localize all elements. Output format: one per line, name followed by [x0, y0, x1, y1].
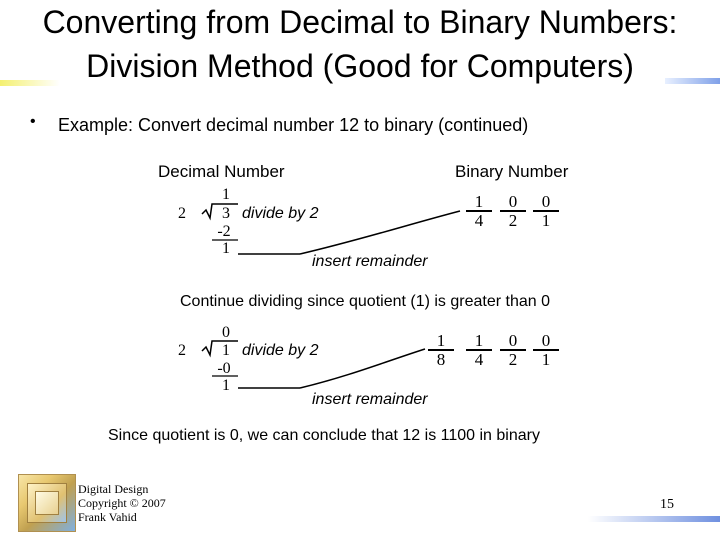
step1-binary-digit-2: $\frac{0}{1}$ — [533, 193, 559, 229]
step2-dividend: 1 — [222, 342, 230, 359]
insert-remainder-curve-1 — [300, 211, 460, 254]
step2-binary-digit-2: $\frac{0}{2}$ — [500, 332, 526, 368]
step1-insert-label: insert remainder — [312, 253, 428, 270]
bullet-text: Example: Convert decimal number 12 to binary (continued) — [58, 115, 529, 135]
continue-text: Continue dividing since quotient (1) is greater than 0 — [180, 293, 550, 310]
page-number: 15 — [660, 497, 674, 512]
book-cover-logo — [18, 474, 76, 532]
bullet-icon: • — [30, 113, 36, 130]
decimal-number-header: Decimal Number — [158, 162, 285, 181]
step2-quotient: 0 — [222, 324, 230, 341]
footer-credits — [78, 482, 166, 524]
step1-divisor: 2 — [178, 205, 186, 222]
footer-line-2: Copyright © 2007 — [78, 496, 166, 510]
footer-line-3: Frank Vahid — [78, 510, 137, 524]
slide-title: Converting from Decimal to Binary Numbers: Division Method (Good for Computers) — [42, 4, 678, 84]
step1-binary-digit-1: $\frac{0}{2}$ — [500, 193, 526, 229]
footer-line-1: Digital Design — [78, 482, 149, 496]
step1-quotient: 1 — [222, 186, 230, 203]
step2-binary-digit-1: $\frac{1}{4}$ — [466, 332, 492, 368]
step2-remainder: 1 — [222, 377, 230, 394]
binary-number-header: Binary Number — [455, 162, 569, 181]
step1-dividend: 3 — [222, 205, 230, 222]
step1-divide-label: divide by 2 — [242, 205, 319, 222]
step2-binary-digit-3: $\frac{0}{1}$ — [533, 332, 559, 368]
step1-subtract: -2 — [217, 223, 231, 240]
step1-binary-digit-0: $\frac{1}{4}$ — [466, 193, 492, 229]
conclusion-text: Since quotient is 0, we can conclude that 12 is 1100 in binary — [108, 427, 540, 444]
step2-subtract: -0 — [217, 360, 231, 377]
step2-divisor: 2 — [178, 342, 186, 359]
step2-insert-label: insert remainder — [312, 391, 428, 408]
step1-remainder: 1 — [222, 240, 230, 257]
step2-divide-label: divide by 2 — [242, 342, 319, 359]
step2-binary-digit-0: $\frac{1}{8}$ — [428, 332, 454, 368]
